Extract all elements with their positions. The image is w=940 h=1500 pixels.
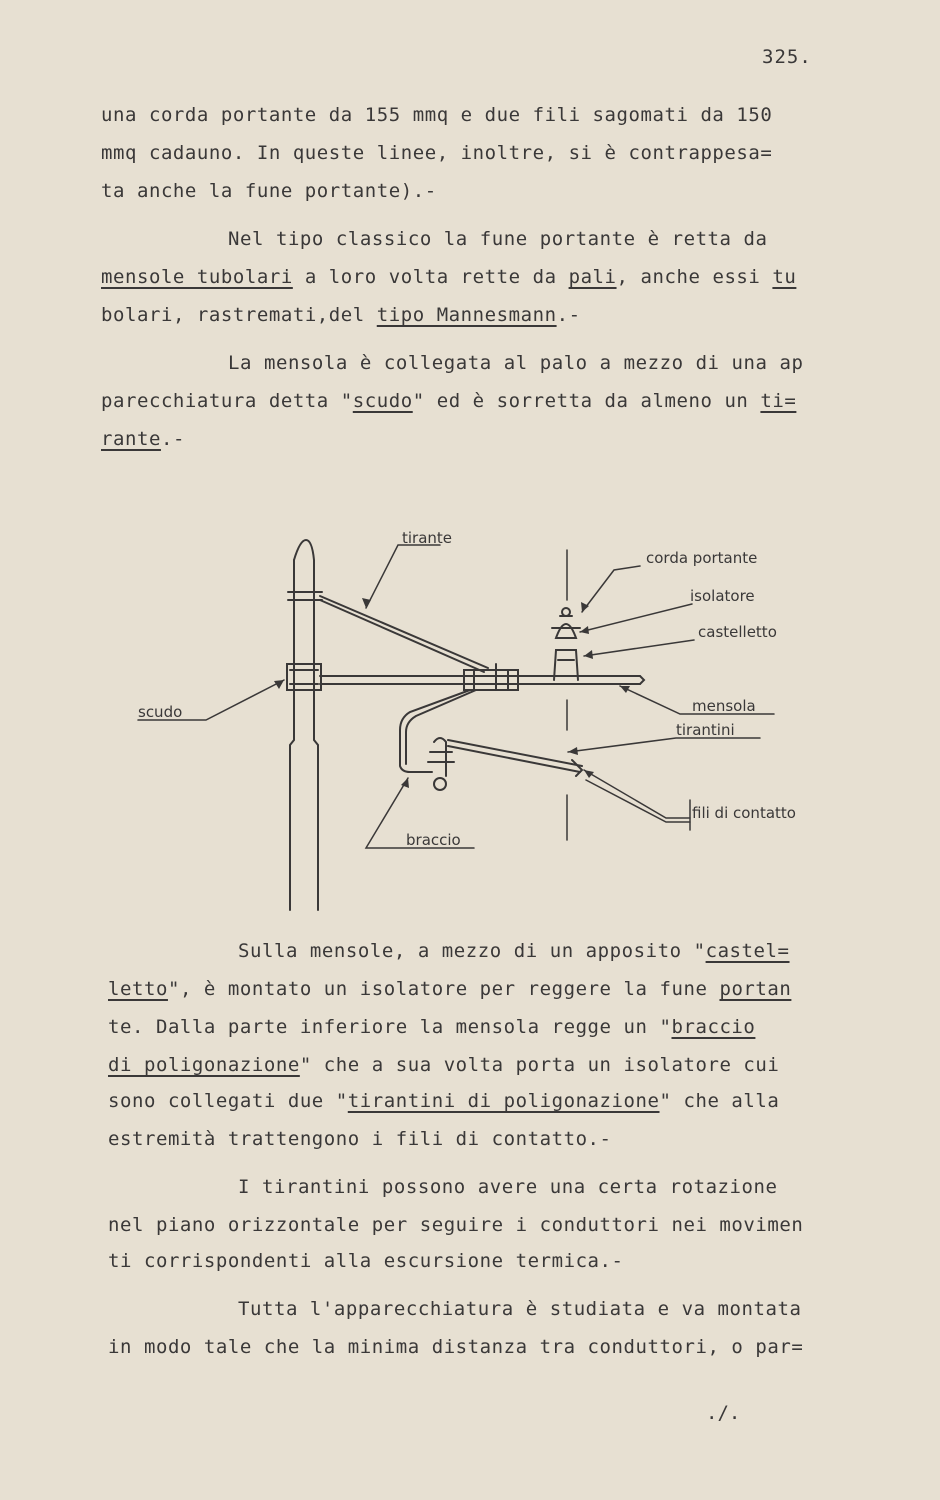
label-braccio: braccio [406, 831, 461, 849]
term-mensole-tubolari: mensole tubolari [101, 266, 293, 288]
para5-line2: nel piano orizzontale per seguire i conduttori nei movimen [108, 1214, 804, 1236]
label-scudo: scudo [138, 703, 183, 721]
text-run: " ed è sorretta da almeno un [412, 390, 761, 412]
para4-line5 [108, 1090, 779, 1112]
text-run: ", è montato un isolatore per reggere la fune [167, 978, 720, 1000]
para1-line3: ta anche la fune portante).- [101, 180, 437, 202]
leader-corda [582, 566, 640, 612]
upper-insulator [552, 616, 580, 638]
label-tirantini: tirantini [676, 721, 735, 739]
para1-line2: mmq cadauno. In queste linee, inoltre, si è contrappesa= [101, 142, 773, 164]
term-portan: portan [719, 978, 792, 1000]
text-run: sono collegati due " [108, 1090, 348, 1112]
term-braccio: braccio [671, 1016, 756, 1038]
para4-line1 [238, 940, 790, 962]
upper-insulator-top [562, 608, 570, 616]
para5-line3: ti corrispondenti alla escursione termica.- [108, 1250, 624, 1272]
text-run: , rastremati,del [172, 304, 377, 326]
text-run: " che alla [659, 1090, 780, 1112]
para4-line2 [108, 978, 791, 1000]
mensola-clamp [464, 670, 518, 690]
term-pali: pali [568, 266, 617, 288]
label-fili-di-contatto: fili di contatto [692, 804, 796, 822]
tirantini-rod-2 [448, 746, 580, 772]
para6-line2: in modo tale che la minima distanza tra conduttori, o par= [108, 1336, 804, 1358]
tirante-rod-2 [320, 600, 484, 672]
arrow-fili [584, 770, 594, 778]
para5-line1: I tirantini possono avere una certa rotazione [238, 1176, 778, 1198]
text-run: " che a sua volta porta un isolatore cui [299, 1054, 780, 1076]
page-number: 325. [762, 46, 812, 68]
term-ti: ti= [760, 390, 797, 412]
para3-line1: La mensola è collegata al palo a mezzo di una ap [228, 352, 804, 374]
para2-line1: Nel tipo classico la fune portante è retta da [228, 228, 768, 250]
contact-clamp [572, 760, 582, 776]
para4-line4 [108, 1054, 779, 1076]
label-tirante: tirante [402, 529, 453, 547]
label-mensola: mensola [692, 697, 756, 715]
text-run: .- [556, 304, 581, 326]
pole-right-edge [290, 560, 294, 910]
text-run: te. Dalla parte inferiore la mensola regge un " [108, 1016, 672, 1038]
label-corda-portante: corda portante [646, 549, 758, 567]
term-tu: tu [772, 266, 797, 288]
mensola-end [640, 676, 644, 684]
text-run: , anche essi [616, 266, 773, 288]
para4-line6: estremità trattengono i fili di contatto.- [108, 1128, 612, 1150]
text-run: parecchiatura detta " [101, 390, 353, 412]
para1-line1: una corda portante da 155 mmq e due fili sagomati da 150 [101, 104, 773, 126]
term-di-poligonazione: di poligonazione [108, 1054, 300, 1076]
pole-left-edge [294, 540, 318, 910]
leader-fili-1 [584, 770, 690, 818]
leader-tirante [366, 545, 440, 608]
para4-line3 [108, 1016, 755, 1038]
leader-tirantini [568, 738, 760, 752]
term-scudo: scudo [352, 390, 413, 412]
term-tipo-mannesmann: tipo Mannesmann [376, 304, 557, 326]
lower-insulator [428, 738, 454, 776]
lower-insulator-cap [434, 778, 446, 790]
arrow-castelletto [584, 650, 593, 659]
scudo-shield [287, 664, 321, 690]
term-rante: rante [101, 428, 161, 450]
text-run: a loro volta rette da [292, 266, 569, 288]
tirantini-rod-1 [448, 740, 582, 766]
braccio-arm [400, 690, 470, 772]
text-run: bolari [101, 304, 173, 326]
leader-isolatore [580, 604, 692, 632]
leader-castelletto [584, 640, 694, 656]
text-run: Sulla mensole, a mezzo di un apposito " [238, 940, 706, 962]
arrow-tirantini [568, 747, 578, 755]
continuation-mark: ./. [706, 1402, 741, 1424]
term-letto: letto [108, 978, 168, 1000]
tirante-rod [320, 596, 488, 668]
text-run: .- [160, 428, 185, 450]
label-isolatore: isolatore [690, 587, 755, 605]
label-castelletto: castelletto [698, 623, 777, 641]
arrow-isolatore [580, 626, 589, 634]
term-tirantini-di-poligonazione: tirantini di poligonazione [347, 1090, 660, 1112]
term-castel: castel= [705, 940, 790, 962]
para6-line1: Tutta l'apparecchiatura è studiata e va montata [238, 1298, 802, 1320]
